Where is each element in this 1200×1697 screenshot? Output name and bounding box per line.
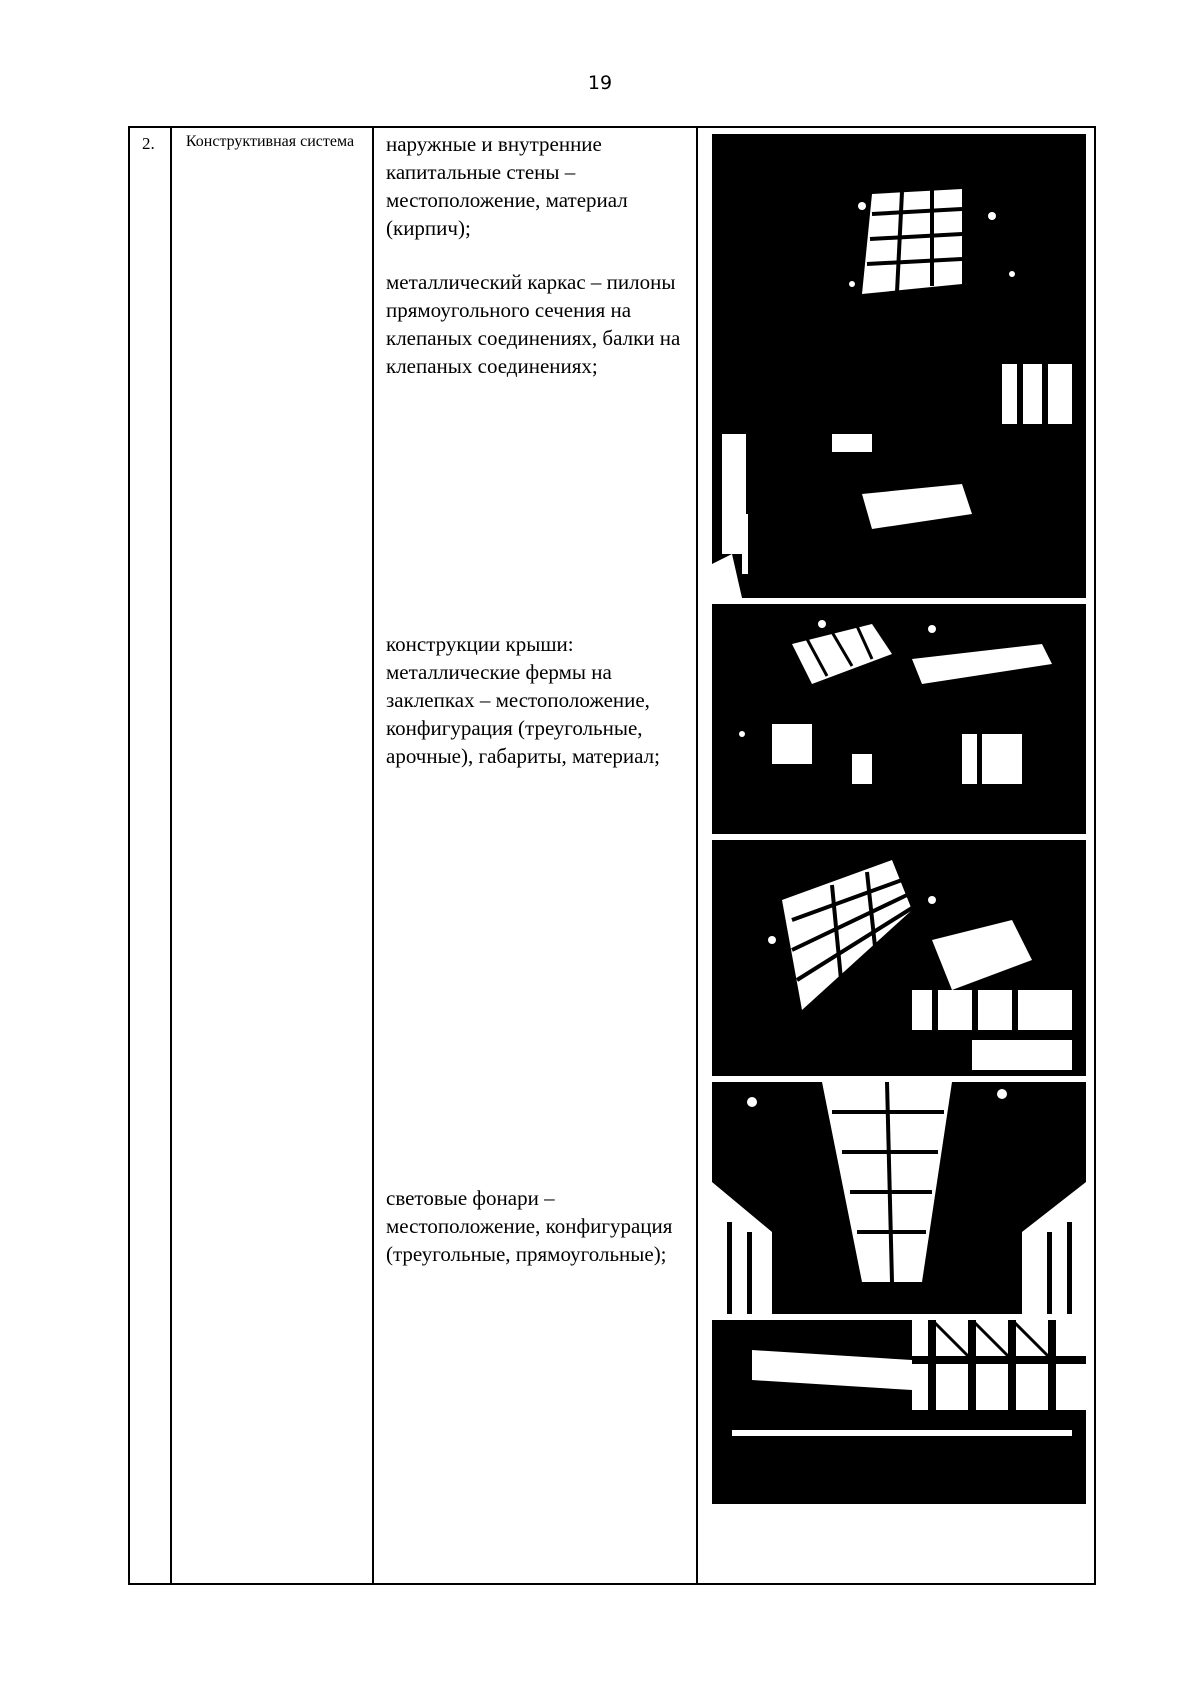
row-title: Конструктивная система [185,133,355,150]
description-walls: наружные и внутренние капитальные стены – местоположение, материал (кирпич); [386,132,628,240]
characteristics-table [128,126,1096,1585]
column-divider [170,128,172,1583]
photo-trusses-skylights [712,840,1086,1076]
description-frame: металлический каркас – пилоны прямоугольного сечения на клепаных соединениях, балки на клепаных соединениях; [386,270,681,378]
column-divider [696,128,698,1583]
photo-skylight-lantern [712,1082,1086,1314]
photo-steel-frame [712,1320,1086,1504]
column-divider [372,128,374,1583]
row-number: 2. [142,134,155,153]
photo-interior-skylight [712,134,1086,598]
photo-roof-trusses [712,604,1086,834]
description-skylights: световые фонари – местоположение, конфигурация (треугольные, прямоугольные); [386,1186,673,1266]
page-number: 19 [587,72,613,94]
description-roof: конструкции крыши: металлические фермы на заклепках – местоположение, конфигурация (треугольные, арочные), габариты, материал; [386,632,660,768]
